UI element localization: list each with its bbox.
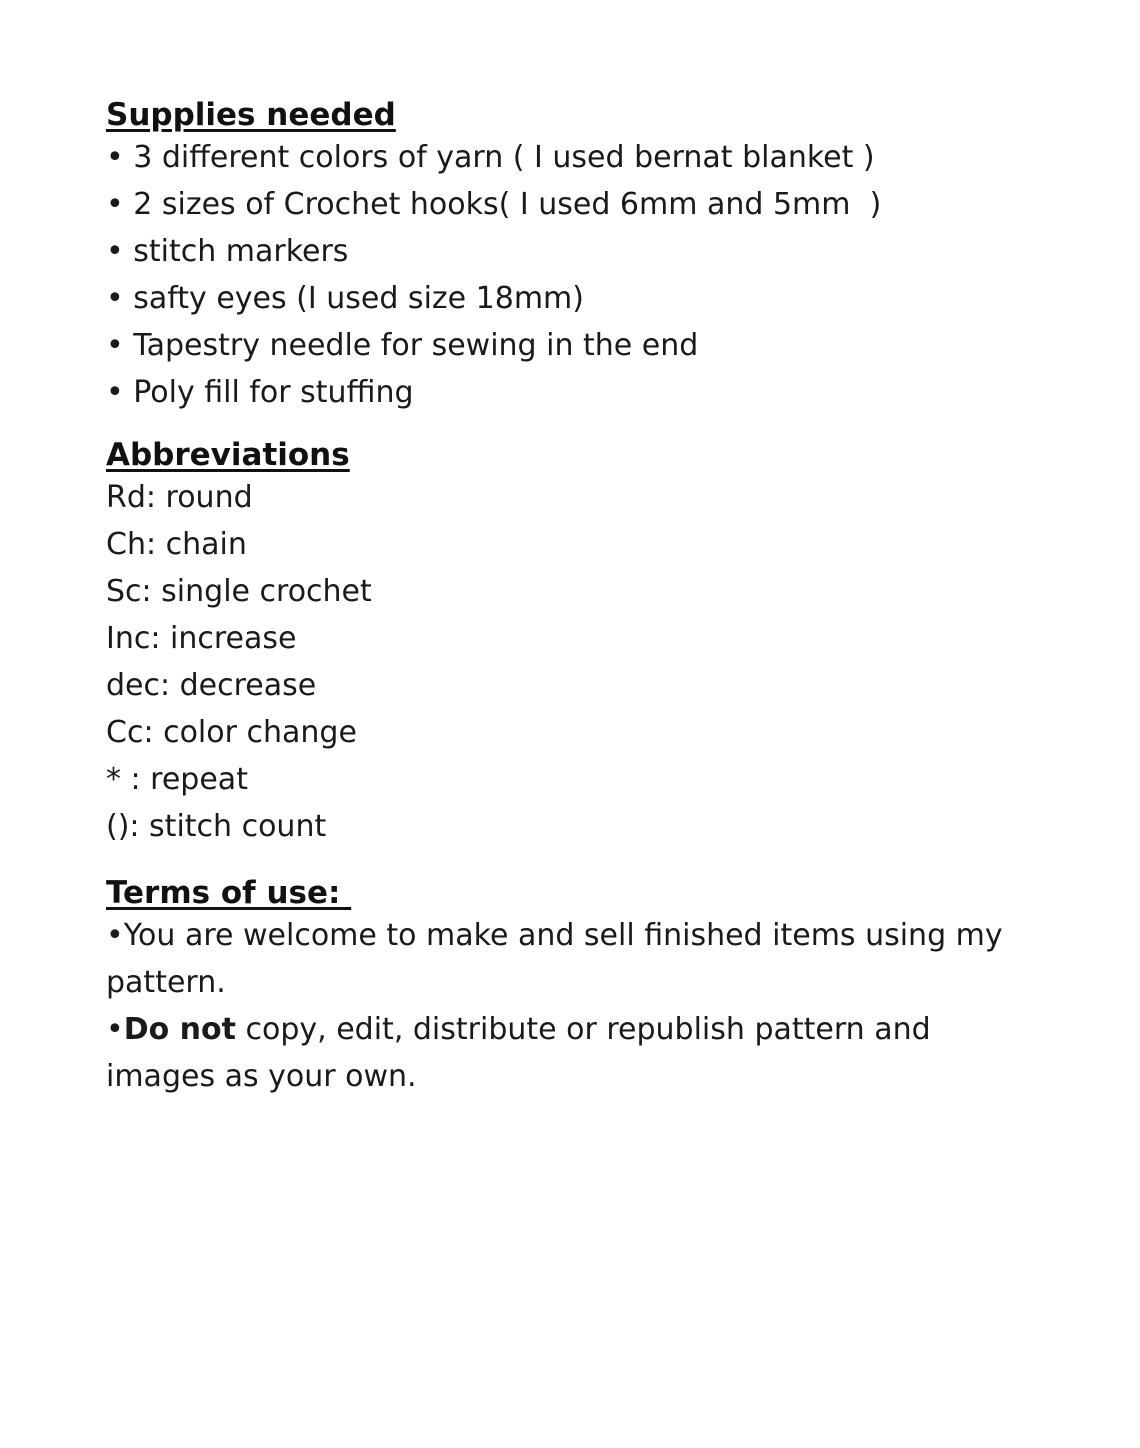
abbreviations-heading: Abbreviations bbox=[106, 437, 350, 473]
supply-item: • 3 different colors of yarn ( I used bernat blanket ) bbox=[106, 140, 875, 175]
terms-bullet: • bbox=[106, 1012, 124, 1047]
supply-item: • 2 sizes of Crochet hooks( I used 6mm and 5mm ) bbox=[106, 187, 882, 222]
supply-item: • safty eyes (I used size 18mm) bbox=[106, 281, 584, 316]
terms-heading: Terms of use: bbox=[106, 875, 352, 911]
terms-item-sell: •You are welcome to make and sell finished items using my pattern. bbox=[106, 918, 1003, 1000]
supplies-heading: Supplies needed bbox=[106, 97, 396, 133]
abbreviation-item: * : repeat bbox=[106, 762, 248, 797]
abbreviation-item: Ch: chain bbox=[106, 527, 247, 562]
terms-item-restrictions bbox=[106, 1006, 1036, 1100]
supply-item: • stitch markers bbox=[106, 234, 349, 269]
terms-do-not: Do not bbox=[123, 1012, 236, 1047]
supply-item: • Tapestry needle for sewing in the end bbox=[106, 328, 699, 363]
terms-restriction-text: copy, edit, distribute or republish pattern and images as your own. bbox=[106, 1012, 931, 1094]
abbreviation-item: dec: decrease bbox=[106, 668, 317, 703]
abbreviation-item: (): stitch count bbox=[106, 809, 327, 844]
supply-item: • Poly fill for stuffing bbox=[106, 375, 414, 410]
abbreviation-item: Sc: single crochet bbox=[106, 574, 372, 609]
abbreviation-item: Rd: round bbox=[106, 480, 253, 515]
supplies-section bbox=[106, 96, 1036, 416]
abbreviation-item: Inc: increase bbox=[106, 621, 297, 656]
terms-section bbox=[106, 874, 1036, 1100]
document-page bbox=[106, 96, 1036, 1100]
abbreviations-section bbox=[106, 436, 1036, 850]
abbreviation-item: Cc: color change bbox=[106, 715, 357, 750]
